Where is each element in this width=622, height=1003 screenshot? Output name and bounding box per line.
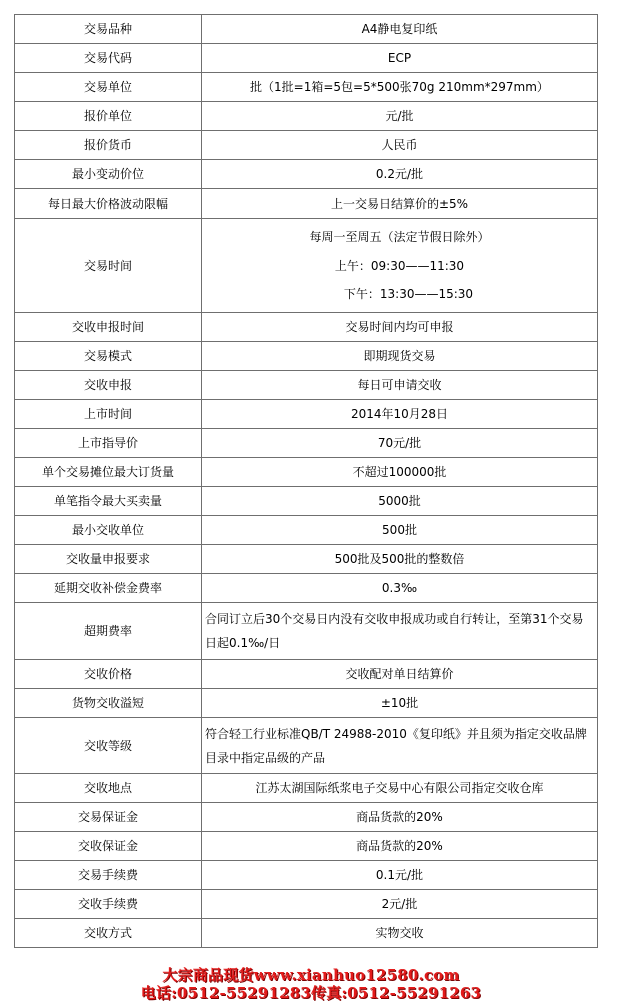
- table-row: [15, 342, 598, 371]
- row-value: 江苏太湖国际纸浆电子交易中心有限公司指定交收仓库: [202, 774, 598, 803]
- row-label: 交收方式: [15, 919, 202, 948]
- table-row: [15, 313, 598, 342]
- row-label: 上市指导价: [15, 429, 202, 458]
- table-row: [15, 574, 598, 603]
- row-value: 实物交收: [202, 919, 598, 948]
- row-label: 报价单位: [15, 102, 202, 131]
- row-label: 交易模式: [15, 342, 202, 371]
- row-value: 符合轻工行业标准QB/T 24988-2010《复印纸》并且须为指定交收品牌目录中指定品级的产品: [202, 718, 598, 774]
- row-value: 5000批: [202, 487, 598, 516]
- row-label: 交易代码: [15, 44, 202, 73]
- row-value: 上一交易日结算价的±5%: [202, 189, 598, 219]
- row-label: 最小交收单位: [15, 516, 202, 545]
- row-value: 交收配对单日结算价: [202, 660, 598, 689]
- table-row: [15, 919, 598, 948]
- table-row: [15, 458, 598, 487]
- table-row: [15, 890, 598, 919]
- row-value: 合同订立后30个交易日内没有交收申报成功或自行转让，至第31个交易日起0.1‰/日: [202, 603, 598, 660]
- row-label: 报价货币: [15, 131, 202, 160]
- table-row: [15, 15, 598, 44]
- row-label: 延期交收补偿金费率: [15, 574, 202, 603]
- row-label: 上市时间: [15, 400, 202, 429]
- table-row: [15, 102, 598, 131]
- row-value: 70元/批: [202, 429, 598, 458]
- row-value: A4静电复印纸: [202, 15, 598, 44]
- table-row: [15, 516, 598, 545]
- spec-table: [14, 14, 598, 948]
- row-label: 交易手续费: [15, 861, 202, 890]
- row-value: 交易时间内均可申报: [202, 313, 598, 342]
- row-value: 0.2元/批: [202, 160, 598, 189]
- row-label: 交收地点: [15, 774, 202, 803]
- row-value: 2元/批: [202, 890, 598, 919]
- table-row: [15, 189, 598, 219]
- row-label: 超期费率: [15, 603, 202, 660]
- row-value: ECP: [202, 44, 598, 73]
- row-value: 每日可申请交收: [202, 371, 598, 400]
- table-row: [15, 718, 598, 774]
- table-row: [15, 131, 598, 160]
- table-row: [15, 689, 598, 718]
- row-label: 交收等级: [15, 718, 202, 774]
- row-label: 交收申报时间: [15, 313, 202, 342]
- row-value: 不超过100000批: [202, 458, 598, 487]
- row-label: 最小变动价位: [15, 160, 202, 189]
- footer-contact-line: 电话:0512-55291283传真:0512-55291263: [140, 984, 482, 1002]
- row-value: [202, 219, 598, 313]
- table-row: [15, 832, 598, 861]
- trading-time-line: 下午：13:30——15:30: [343, 287, 474, 301]
- row-value: 商品货款的20%: [202, 803, 598, 832]
- row-label: 交收保证金: [15, 832, 202, 861]
- row-label: 交易品种: [15, 15, 202, 44]
- row-label: 交易时间: [15, 219, 202, 313]
- table-row: [15, 487, 598, 516]
- row-value: 0.1元/批: [202, 861, 598, 890]
- table-row: [15, 774, 598, 803]
- row-value: 即期现货交易: [202, 342, 598, 371]
- table-row: [15, 219, 598, 313]
- table-row: [15, 44, 598, 73]
- row-value: 500批: [202, 516, 598, 545]
- table-row: [15, 371, 598, 400]
- row-value: 商品货款的20%: [202, 832, 598, 861]
- row-label: 交收价格: [15, 660, 202, 689]
- trading-time-line: 上午：09:30——11:30: [334, 259, 465, 273]
- row-value: 0.3‰: [202, 574, 598, 603]
- table-row: [15, 429, 598, 458]
- row-label: 货物交收溢短: [15, 689, 202, 718]
- row-label: 交易保证金: [15, 803, 202, 832]
- row-label: 单个交易摊位最大订货量: [15, 458, 202, 487]
- row-value: 人民币: [202, 131, 598, 160]
- row-label: 交收申报: [15, 371, 202, 400]
- table-row: [15, 545, 598, 574]
- row-label: 交收手续费: [15, 890, 202, 919]
- row-value: 500批及500批的整数倍: [202, 545, 598, 574]
- table-row: [15, 803, 598, 832]
- table-row: [15, 603, 598, 660]
- row-label: 单笔指令最大买卖量: [15, 487, 202, 516]
- table-row: [15, 660, 598, 689]
- table-row: [15, 400, 598, 429]
- table-row: [15, 861, 598, 890]
- row-label: 交收量申报要求: [15, 545, 202, 574]
- row-label: 每日最大价格波动限幅: [15, 189, 202, 219]
- row-value: 2014年10月28日: [202, 400, 598, 429]
- row-value: ±10批: [202, 689, 598, 718]
- row-label: 交易单位: [15, 73, 202, 102]
- row-value: 元/批: [202, 102, 598, 131]
- footer-website-line: 大宗商品现货www.xianhuo12580.com: [162, 966, 460, 984]
- trading-time-line: 每周一至周五（法定节假日除外）: [309, 230, 490, 244]
- row-value: 批（1批=1箱=5包=5*500张70g 210mm*297mm）: [202, 73, 598, 102]
- table-row: [15, 73, 598, 102]
- table-row: [15, 160, 598, 189]
